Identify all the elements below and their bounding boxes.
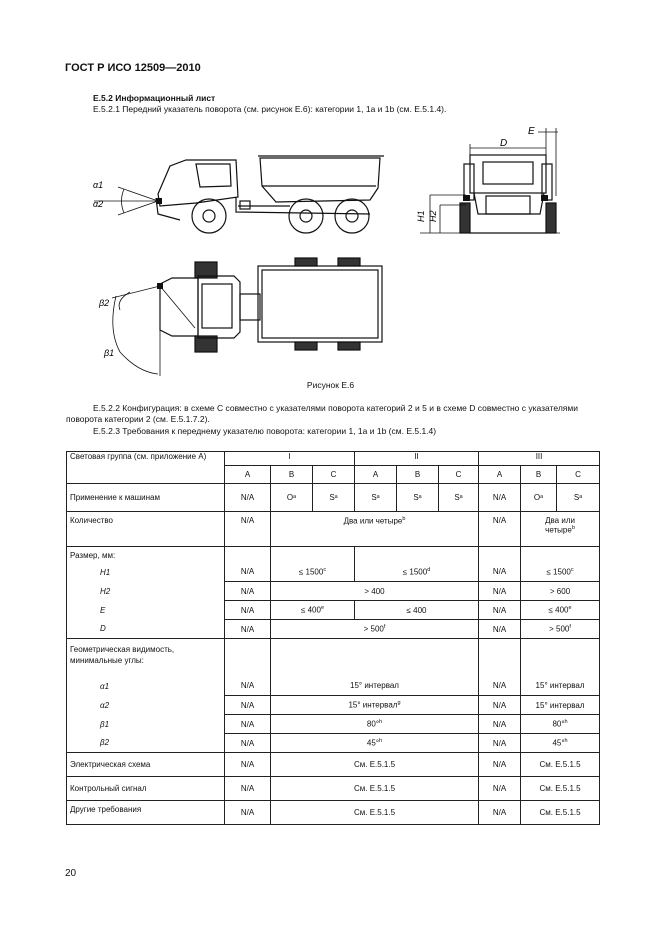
document-header: ГОСТ Р ИСО 12509—2010 [65,62,201,74]
dimension-lines [420,128,560,233]
beta2-na: N/A [479,734,521,753]
d-span: > $500^f$ [271,620,479,639]
application-label: Применение к машинам [67,484,225,512]
subgroup-cell: B [271,466,313,484]
control-label: Контрольный сигнал [67,777,225,801]
h2-row [67,582,600,601]
d-group3: > $500^f$ [521,620,600,639]
label-h1: H1 [416,210,426,222]
figure-caption: Рисунок Е.6 [306,380,355,390]
d-label: D [100,624,106,634]
light-group-label: Световая группа (см. приложение А) [67,452,225,484]
application-cell: Sᵃ [355,484,397,512]
quantity-na: N/A [479,512,521,547]
alpha1-value-iii: 15° интервал [521,677,600,696]
beta1-label: β1 [100,719,110,729]
other-ref: См. Е.5.1.5 [271,801,479,825]
beta1-value-iii: 80°$^h$ [521,715,600,734]
other-row [67,801,600,825]
quantity-na: N/A [225,512,271,547]
group-iii: III [479,452,600,466]
beta-angle-lines [112,286,195,376]
e-label: E [100,605,106,615]
label-d: D [500,138,508,149]
alpha-angle-lines [94,187,158,215]
quantity-label: Количество [67,512,225,547]
application-cell: Oᵃ [521,484,557,512]
truck-top-view [160,258,382,352]
application-cell: Oᵃ [271,484,313,512]
page-number: 20 [65,868,77,879]
beta1-na: N/A [479,715,521,734]
visibility-title-row [67,639,600,677]
h1-row [67,563,600,582]
d-na: N/A [479,620,521,639]
e-na: N/A [479,601,521,620]
alpha2-row [67,696,600,715]
alpha1-na: N/A [479,677,521,696]
control-ref-iii: См. Е.5.1.5 [521,777,600,801]
e-group2: ≤ 400 [355,601,479,620]
e-row [67,601,600,620]
subgroup-cell: A [355,466,397,484]
visibility-label: Геометрическая видимость, минимальные углы: [67,639,225,677]
beta2-value-iii: 45°$^h$ [521,734,600,753]
application-cell: Sᵃ [557,484,600,512]
electric-na: N/A [479,753,521,777]
other-na: N/A [479,801,521,825]
group-ii: II [355,452,479,466]
h2-na: N/A [479,582,521,601]
d-na: N/A [225,620,271,639]
subgroup-cell: B [521,466,557,484]
other-label: Другие требования [67,801,225,825]
beta2-na: N/A [225,734,271,753]
h2-na: N/A [225,582,271,601]
group-header-row [67,452,600,466]
beta1-na: N/A [225,715,271,734]
application-cell: Sᵃ [313,484,355,512]
h1-na: N/A [225,563,271,582]
beta2-row [67,734,600,753]
alpha2-value: 15° интервал$^g$ [271,696,479,715]
truck-side-view [156,156,384,233]
paragraph-e521: Е.5.2.1 Передний указатель поворота (см. рисунок Е.6): категории 1, 1а и 1b (см. Е.5.1.4). [93,104,447,114]
other-ref-iii: См. Е.5.1.5 [521,801,600,825]
alpha2-value-iii: 15° интервал [521,696,600,715]
application-cell: N/A [225,484,271,512]
alpha1-label: α1 [100,681,110,691]
beta1-value: 80°$^h$ [271,715,479,734]
quantity-value-iii: Два или четыре$^b$ [521,512,600,547]
control-na: N/A [479,777,521,801]
section-title: Е.5.2 Информационный лист [93,93,216,103]
subgroup-cell: C [439,466,479,484]
e-group3: ≤ $400^e$ [521,601,600,620]
h2-span: > 400 [271,582,479,601]
beta2-label: β2 [100,738,110,748]
subgroup-cell: A [479,466,521,484]
group-i: I [225,452,355,466]
quantity-value: Два или четыре$^b$ [271,512,479,547]
subgroup-cell: B [397,466,439,484]
quantity-row [67,512,600,547]
e-na: N/A [225,601,271,620]
label-alpha1: α1 [93,180,104,190]
alpha2-na: N/A [225,696,271,715]
h1-label: H1 [100,567,111,577]
electric-na: N/A [225,753,271,777]
h1-group3: ≤ $1500^c$ [521,563,600,582]
electric-label: Электрическая схема [67,753,225,777]
paragraph-e523: Е.5.2.3 Требования к переднему указателю поворота: категории 1, 1а и 1b (см. Е.5.1.4) [93,426,437,436]
truck-front-view [460,155,556,233]
beta1-row [67,715,600,734]
e-group1: ≤ $400^e$ [271,601,355,620]
size-title-row [67,547,600,563]
paragraph-e522: Е.5.2.2 Конфигурация: в схеме С совместно с указателями поворота категорий 2 и 5 и в схеме D совместно с указателями поворота категории 2 (см. Е.5.1.7.2). [66,403,578,424]
label-h2: H2 [428,210,438,222]
alpha2-na: N/A [479,696,521,715]
front-view-right-lamp [541,195,548,201]
h2-group3: > 600 [521,582,600,601]
h2-label: H2 [100,586,111,596]
h1-group2: ≤ $1500^d$ [355,563,479,582]
label-beta2: β2 [99,298,110,308]
control-row [67,777,600,801]
beta2-value: 45°$^h$ [271,734,479,753]
subgroup-cell: C [557,466,600,484]
control-na: N/A [225,777,271,801]
electric-ref-iii: См. Е.5.1.5 [521,753,600,777]
alpha1-na: N/A [225,677,271,696]
application-cell: Sᵃ [397,484,439,512]
application-row [67,484,600,512]
front-view-left-lamp [463,195,470,201]
h1-group1: ≤ $1500^c$ [271,563,355,582]
label-beta1: β1 [104,348,115,358]
application-cell: Sᵃ [439,484,479,512]
label-e: E [528,126,535,137]
requirements-table [66,451,600,825]
size-label: Размер, мм: [67,547,225,563]
h1-na: N/A [479,563,521,582]
figure-e6 [0,0,661,380]
d-row [67,620,600,639]
alpha1-value: 15° интервал [271,677,479,696]
subgroup-cell: C [313,466,355,484]
alpha1-row [67,677,600,696]
electric-ref: См. Е.5.1.5 [271,753,479,777]
application-cell: N/A [479,484,521,512]
control-ref: См. Е.5.1.5 [271,777,479,801]
label-alpha2: α2 [93,199,104,209]
other-na: N/A [225,801,271,825]
subgroup-cell: A [225,466,271,484]
alpha2-label: α2 [100,700,110,710]
electric-row [67,753,600,777]
